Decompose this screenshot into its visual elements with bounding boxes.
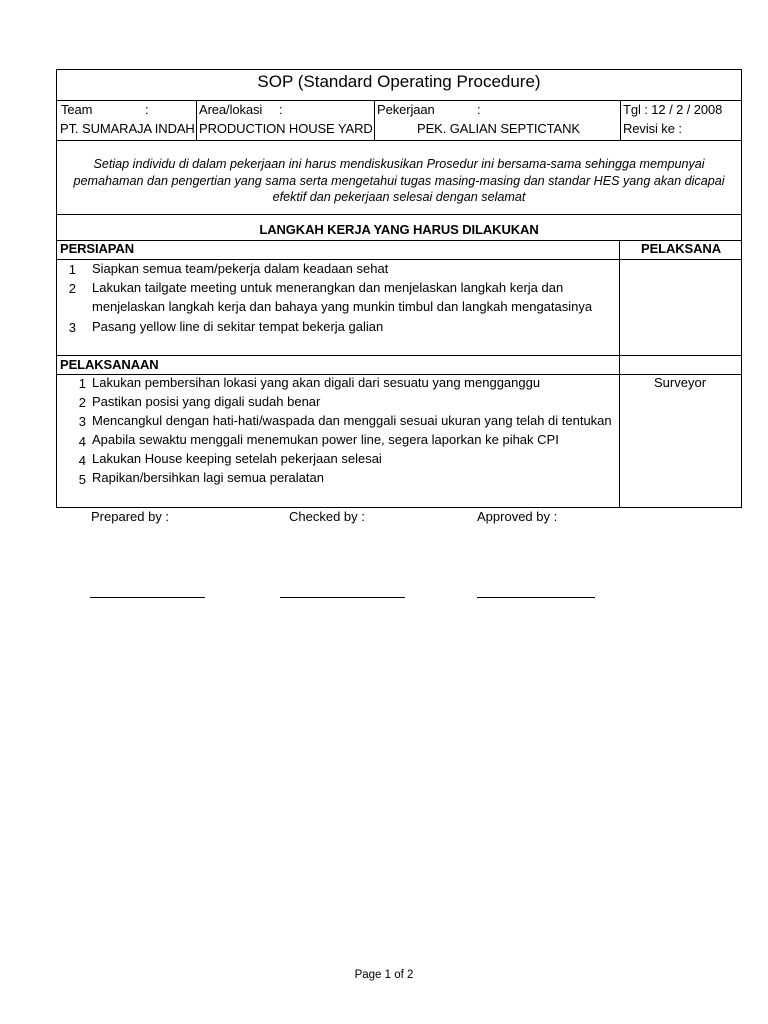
divider xyxy=(57,100,741,101)
step-text: Pastikan posisi yang digali sudah benar xyxy=(92,394,321,409)
divider xyxy=(619,240,620,508)
pelaksana-value: Surveyor xyxy=(654,375,707,390)
step-text: Rapikan/bersihkan lagi semua peralatan xyxy=(92,470,324,485)
step-number: 2 xyxy=(78,395,86,410)
persiapan-heading: PERSIAPAN xyxy=(60,241,134,256)
pelaksana-heading: PELAKSANA xyxy=(641,241,721,256)
step-number: 1 xyxy=(68,262,76,277)
step-text: Pasang yellow line di sekitar tempat bekerja galian xyxy=(92,319,384,334)
step-text: Lakukan tailgate meeting untuk menerangkan dan menjelaskan langkah kerja dan xyxy=(92,280,564,295)
page-footer: Page 1 of 2 xyxy=(354,969,414,981)
divider xyxy=(57,259,741,260)
step-text: Siapkan semua team/pekerja dalam keadaan sehat xyxy=(92,261,389,276)
steps-heading: LANGKAH KERJA YANG HARUS DILAKUKAN xyxy=(259,222,539,237)
job-colon: : xyxy=(477,102,481,117)
divider xyxy=(196,100,197,140)
divider xyxy=(374,100,375,140)
team-value: PT. SUMARAJA INDAH xyxy=(60,121,195,136)
approved-signature-line xyxy=(477,597,595,598)
divider xyxy=(57,240,741,241)
checked-by-label: Checked by : xyxy=(289,509,365,524)
job-value: PEK. GALIAN SEPTICTANK xyxy=(417,121,580,136)
step-text: Lakukan House keeping setelah pekerjaan selesai xyxy=(92,451,382,466)
date-field: Tgl : 12 / 2 / 2008 xyxy=(623,102,723,117)
intro-line: efektif dan pekerjaan selesai dengan selamat xyxy=(272,190,526,204)
step-number: 5 xyxy=(78,472,86,487)
step-number: 3 xyxy=(78,414,86,429)
approved-by-label: Approved by : xyxy=(477,509,558,524)
step-number: 4 xyxy=(78,434,86,449)
step-text: menjelaskan langkah kerja dan bahaya yang munkin timbul dan langkah mengatasinya xyxy=(92,299,593,314)
divider xyxy=(620,100,621,140)
divider xyxy=(57,140,741,141)
sop-form xyxy=(56,69,742,508)
area-value: PRODUCTION HOUSE YARD xyxy=(199,121,373,136)
revision-field: Revisi ke : xyxy=(623,121,682,136)
step-number: 2 xyxy=(68,281,76,296)
step-text: Lakukan pembersihan lokasi yang akan digali dari sesuatu yang mengganggu xyxy=(92,375,541,390)
divider xyxy=(57,214,741,215)
job-label: Pekerjaan xyxy=(377,102,435,117)
document-title: SOP (Standard Operating Procedure) xyxy=(257,72,541,91)
intro-text xyxy=(63,156,735,206)
intro-line: pemahaman dan pengertian yang sama serta mengetahui tugas masing-masing dan standar HES yang akan dicapai xyxy=(73,173,725,188)
prepared-by-label: Prepared by : xyxy=(91,509,170,524)
step-number: 3 xyxy=(68,320,76,335)
area-colon: : xyxy=(279,102,283,117)
team-colon: : xyxy=(145,102,149,117)
step-number: 1 xyxy=(78,376,86,391)
area-label: Area/lokasi xyxy=(199,102,263,117)
step-number: 4 xyxy=(78,453,86,468)
intro-line: Setiap individu di dalam pekerjaan ini harus mendiskusikan Prosedur ini bersama-sama sehingga mempunyai xyxy=(93,157,705,171)
prepared-signature-line xyxy=(90,597,205,598)
step-text: Mencangkul dengan hati-hati/waspada dan menggali sesuai ukuran yang telah di tentukan xyxy=(92,413,612,428)
step-text: Apabila sewaktu menggali menemukan power line, segera laporkan ke pihak CPI xyxy=(92,432,559,447)
checked-signature-line xyxy=(280,597,405,598)
divider xyxy=(57,355,741,356)
pelaksanaan-heading: PELAKSANAAN xyxy=(60,357,159,372)
team-label: Team xyxy=(61,102,93,117)
